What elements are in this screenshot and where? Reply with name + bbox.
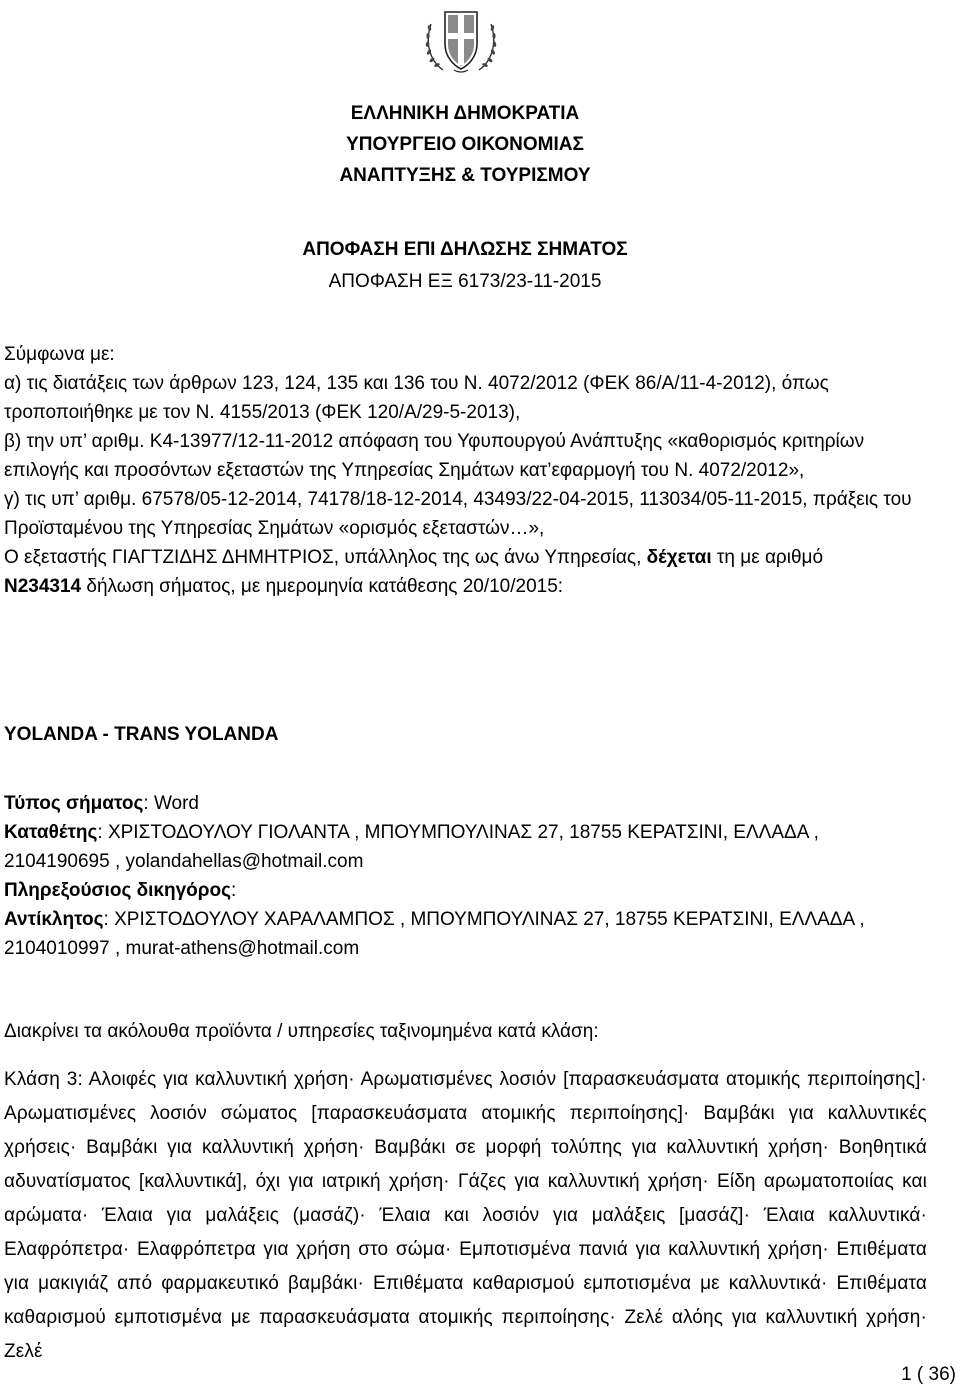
preamble-item-a: α) τις διατάξεις των άρθρων 123, 124, 135 και 136 του Ν. 4072/2012 (ΦΕΚ 86/Α/11-4-2012), όπως τροποποιήθηκε με τον Ν. 4155/2013 (ΦΕΚ 120/Α/29-5-2013), [4, 373, 829, 423]
attorney-label: Πληρεξούσιος δικηγόρος [4, 880, 232, 901]
mark-representative [4, 905, 928, 963]
class-3-goods: Κλάση 3: Αλοιφές για καλλυντική χρήση· Αρωματισμένες λοσιόν [παρασκευάσματα ατομικής περιποίησης]· Αρωματισμένες λοσιόν σώματος [παρασκευάσματα ατομικής περιποίησης]· Βαμβάκι για καλλυντικές χρήσεις· Βαμβάκι για καλλυντική χρήση· Βαμβάκι σε μορφή τολύπης για καλλυντική χρήση· Βοηθητικά αδυνατίσματος [καλλυντικά], όχι για ιατρική χρήση· Γάζες για καλλυντική χρήση· Είδη αρωματοποιίας και αρώματα· Έλαια για μαλάξεις (μασάζ)· Έλαια και λοσιόν για μαλάξεις [μασάζ]· Έλαια καλλυντικά· Ελαφρόπετρα· Ελαφρόπετρα για χρήση στο σώμα· Εμποτισμένα πανιά για καλλυντική χρήση· Επιθέματα για μακιγιάζ από φαρμακευτικό βαμβάκι· Επιθέματα καθαρισμού εμποτισμένα με καλλυντικά· Επιθέματα καθαρισμού εμποτισμένα με παρασκευάσματα ατομικής περιποίησης· Ζελέ αλόης για καλλυντική χρήση· Ζελέ [4, 1069, 927, 1362]
page-number: 1 ( 36) [901, 1364, 956, 1385]
mark-attorney [4, 876, 928, 905]
mark-type [4, 789, 928, 818]
attorney-value: : [231, 880, 237, 901]
application-number: Ν234314 [4, 576, 82, 597]
examiner-prefix: Ο εξεταστής ΓΙΑΓΤΖΙΔΗΣ ΔΗΜΗΤΡΙΟΣ, υπάλληλος της ως άνω Υπηρεσίας, [4, 547, 642, 568]
header-line-republic: ΕΛΛΗΝΙΚΗ ΔΗΜΟΚΡΑΤΙΑ [350, 103, 580, 124]
applicant-value: : ΧΡΙΣΤΟΔΟΥΛΟΥ ΓΙΟΛΑΝΤΑ , ΜΠΟΥΜΠΟΥΛΙΝΑΣ 27, 18755 ΚΕΡΑΤΣΙΝΙ, ΕΛΛΑΔΑ , 2104190695 , yolandahellas@hotmail.com [4, 822, 819, 872]
examiner-suffix: δήλωση σήματος, με ημερομηνία κατάθεσης 20/10/2015: [86, 576, 564, 597]
examiner-middle: τη με αριθμό [716, 547, 824, 568]
mark-details [4, 789, 928, 963]
ministry-header [0, 98, 930, 191]
representative-label: Αντίκλητος [4, 909, 104, 930]
accepts-word: δέχεται [646, 547, 712, 568]
preamble-item-b: β) την υπ’ αριθμ. Κ4-13977/12-11-2012 απόφαση του Υφυπουργού Ανάπτυξης «καθορισμός κριτηρίων επιλογής και προσόντων εξεταστών της Υπηρεσίας Σημάτων κατ’εφαρμογή του Ν. 4072/2012», [4, 431, 865, 481]
header-line-development: ΑΝΑΠΤΥΞΗΣ & ΤΟΥΡΙΣΜΟΥ [339, 165, 591, 186]
preamble [4, 340, 928, 601]
representative-value: : ΧΡΙΣΤΟΔΟΥΛΟΥ ΧΑΡΑΛΑΜΠΟΣ , ΜΠΟΥΜΠΟΥΛΙΝΑΣ 27, 18755 ΚΕΡΑΤΣΙΝΙ, ΕΛΛΑΔΑ , 2104010997 , murat-athens@hotmail.com [4, 909, 865, 959]
preamble-intro: Σύμφωνα με: [4, 344, 115, 365]
greek-state-emblem [423, 4, 499, 76]
mark-name: YOLANDA - TRANS YOLANDA [4, 724, 279, 745]
header-line-ministry: ΥΠΟΥΡΓΕΙΟ ΟΙΚΟΝΟΜΙΑΣ [346, 134, 584, 155]
decision-number: ΑΠΟΦΑΣΗ ΕΞ 6173/23-11-2015 [328, 271, 602, 292]
examiner-statement [4, 543, 928, 601]
classification-intro: Διακρίνει τα ακόλουθα προϊόντα / υπηρεσίες ταξινομημένα κατά κλάση: [4, 1021, 599, 1042]
applicant-label: Καταθέτης [4, 822, 98, 843]
mark-type-label: Τύπος σήματος [4, 793, 144, 814]
decision-title: ΑΠΟΦΑΣΗ ΕΠΙ ΔΗΛΩΣΗΣ ΣΗΜΑΤΟΣ [302, 239, 628, 260]
mark-type-value: : Word [143, 793, 199, 814]
decision-heading [0, 234, 930, 298]
preamble-item-c: γ) τις υπ’ αριθμ. 67578/05-12-2014, 74178/18-12-2014, 43493/22-04-2015, 113034/05-11-2015, πράξεις του Προϊσταμένου της Υπηρεσίας Σημάτων «ορισμός εξεταστών…», [4, 489, 912, 539]
mark-applicant [4, 818, 928, 876]
